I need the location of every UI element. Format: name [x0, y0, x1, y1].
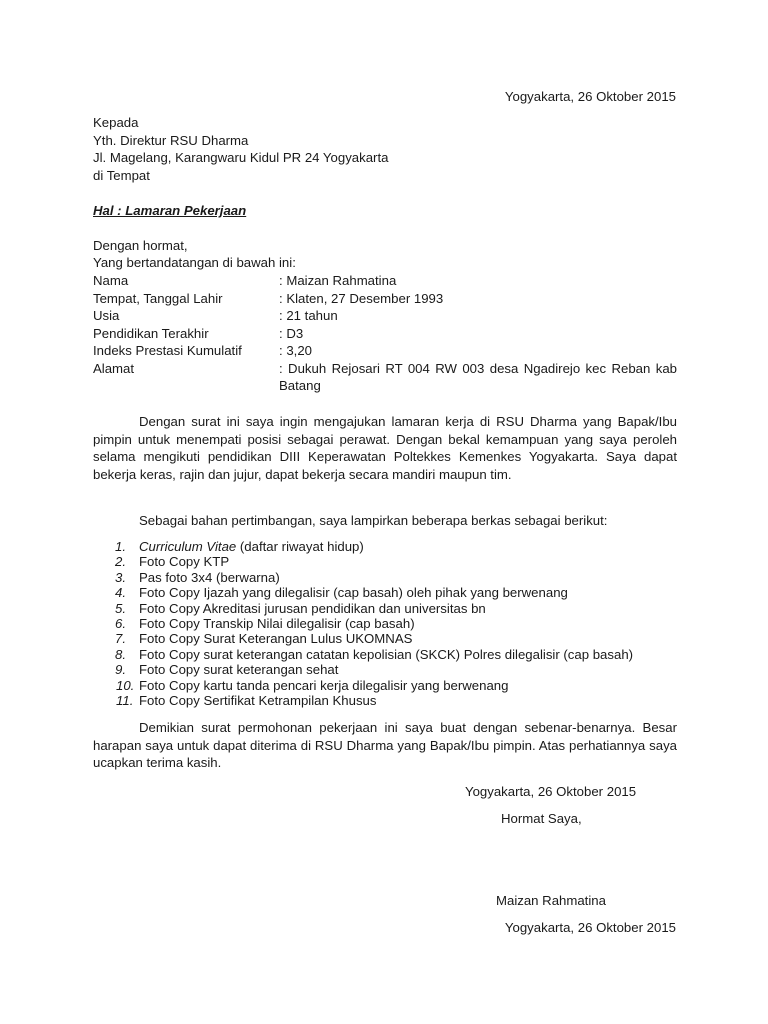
list-number: 10. [116, 677, 135, 693]
list-text-italic: Curriculum Vitae [139, 539, 237, 554]
list-text: Foto Copy kartu tanda pencari kerja dilegalisir yang berwenang [139, 677, 509, 693]
identity-value: : Klaten, 27 Desember 1993 [279, 290, 444, 306]
list-item [93, 692, 693, 707]
list-text: Foto Copy Akreditasi jurusan pendidikan dan universitas bn [139, 600, 486, 616]
identity-label: Alamat [93, 360, 135, 376]
subject-line: Hal : Lamaran Pekerjaan [93, 203, 247, 218]
date-top: Yogyakarta, 26 Oktober 2015 [504, 89, 676, 104]
list-item [93, 584, 693, 599]
list-number: 4. [115, 585, 126, 601]
list-text: Foto Copy Transkip Nilai dilegalisir (cap basah) [139, 615, 415, 631]
list-number: 7. [115, 631, 126, 647]
list-text: Foto Copy surat keterangan sehat [139, 662, 339, 678]
identity-row [93, 307, 677, 325]
list-item [93, 569, 693, 584]
list-text: Foto Copy Ijazah yang dilegalisir (cap basah) oleh pihak yang berwenang [139, 585, 568, 601]
recipient-line: Yth. Direktur RSU Dharma [93, 132, 249, 148]
recipient-line: Kepada [93, 115, 139, 130]
identity-label: Tempat, Tanggal Lahir [93, 290, 223, 306]
list-number: 5. [115, 600, 126, 616]
attachments-list [93, 538, 693, 707]
identity-row [93, 360, 677, 395]
list-text: Foto Copy Sertifikat Ketrampilan Khusus [139, 692, 377, 708]
paragraph-application: Dengan surat ini saya ingin mengajukan lamaran kerja di RSU Dharma yang Bapak/Ibu pimpin untuk menempati posisi sebagai perawat. Dengan bekal kemampuan yang saya peroleh selama mengikuti pendidikan DIII Keperawatan Poltekkes Kemenkes Yogyakarta. Saya dapat bekerja keras, rajin dan jujur, dapat bekerja secara mandiri maupun tim. [93, 414, 677, 482]
list-number: 8. [115, 646, 126, 662]
list-item [93, 661, 693, 676]
list-item [93, 630, 693, 645]
identity-label: Indeks Prestasi Kumulatif [93, 343, 242, 358]
list-item [93, 646, 693, 661]
recipient-line: di Tempat [93, 167, 150, 183]
list-text-plain: (daftar riwayat hidup) [236, 539, 364, 554]
list-item [93, 677, 693, 692]
identity-value: : Dukuh Rejosari RT 004 RW 003 desa Ngadirejo kec Reban kab Batang [279, 360, 677, 393]
paragraph-attachments-intro: Sebagai bahan pertimbangan, saya lampirkan beberapa berkas sebagai berikut: [139, 513, 608, 528]
signer-name: Maizan Rahmatina [496, 893, 606, 908]
identity-label: Nama [93, 273, 129, 288]
paragraph-closing: Demikian surat permohonan pekerjaan ini saya buat dengan sebenar-benarnya. Besar harapan saya untuk dapat diterima di RSU Dharma yang Bapak/Ibu pimpin. Atas perhatiannya saya ucapkan terima kasih. [93, 720, 677, 770]
identity-value: : Maizan Rahmatina [279, 273, 397, 288]
identity-value: : 3,20 [279, 343, 312, 358]
list-text: Foto Copy KTP [139, 554, 230, 570]
list-number: 1. [115, 539, 126, 554]
identity-value: : D3 [279, 325, 304, 341]
list-item [93, 600, 693, 615]
list-number: 6. [115, 615, 126, 631]
intro-line: Yang bertandatangan di bawah ini: [93, 255, 296, 270]
list-number: 3. [115, 569, 126, 585]
identity-label: Usia [93, 308, 120, 323]
identity-row [93, 342, 677, 360]
list-item [93, 538, 693, 553]
identity-value: : 21 tahun [279, 308, 338, 323]
identity-row [93, 325, 677, 343]
list-text: Pas foto 3x4 (berwarna) [139, 569, 280, 585]
list-item [93, 615, 693, 630]
closing-salutation: Hormat Saya, [501, 811, 582, 826]
list-number: 11. [116, 692, 134, 708]
identity-row [93, 272, 677, 290]
closing-date: Yogyakarta, 26 Oktober 2015 [465, 784, 637, 799]
date-bottom: Yogyakarta, 26 Oktober 2015 [504, 920, 676, 935]
list-text: Foto Copy Surat Keterangan Lulus UKOMNAS [139, 631, 413, 647]
list-text: Foto Copy surat keterangan catatan kepolisian (SKCK) Polres dilegalisir (cap basah) [139, 646, 634, 662]
list-item [93, 553, 693, 568]
identity-label: Pendidikan Terakhir [93, 325, 209, 341]
list-number: 2. [115, 554, 126, 570]
identity-table [93, 272, 677, 395]
recipient-line: Jl. Magelang, Karangwaru Kidul PR 24 Yogyakarta [93, 150, 389, 165]
identity-row [93, 290, 677, 308]
greeting: Dengan hormat, [93, 238, 188, 253]
list-number: 9. [115, 662, 126, 678]
recipient-block [93, 114, 388, 184]
